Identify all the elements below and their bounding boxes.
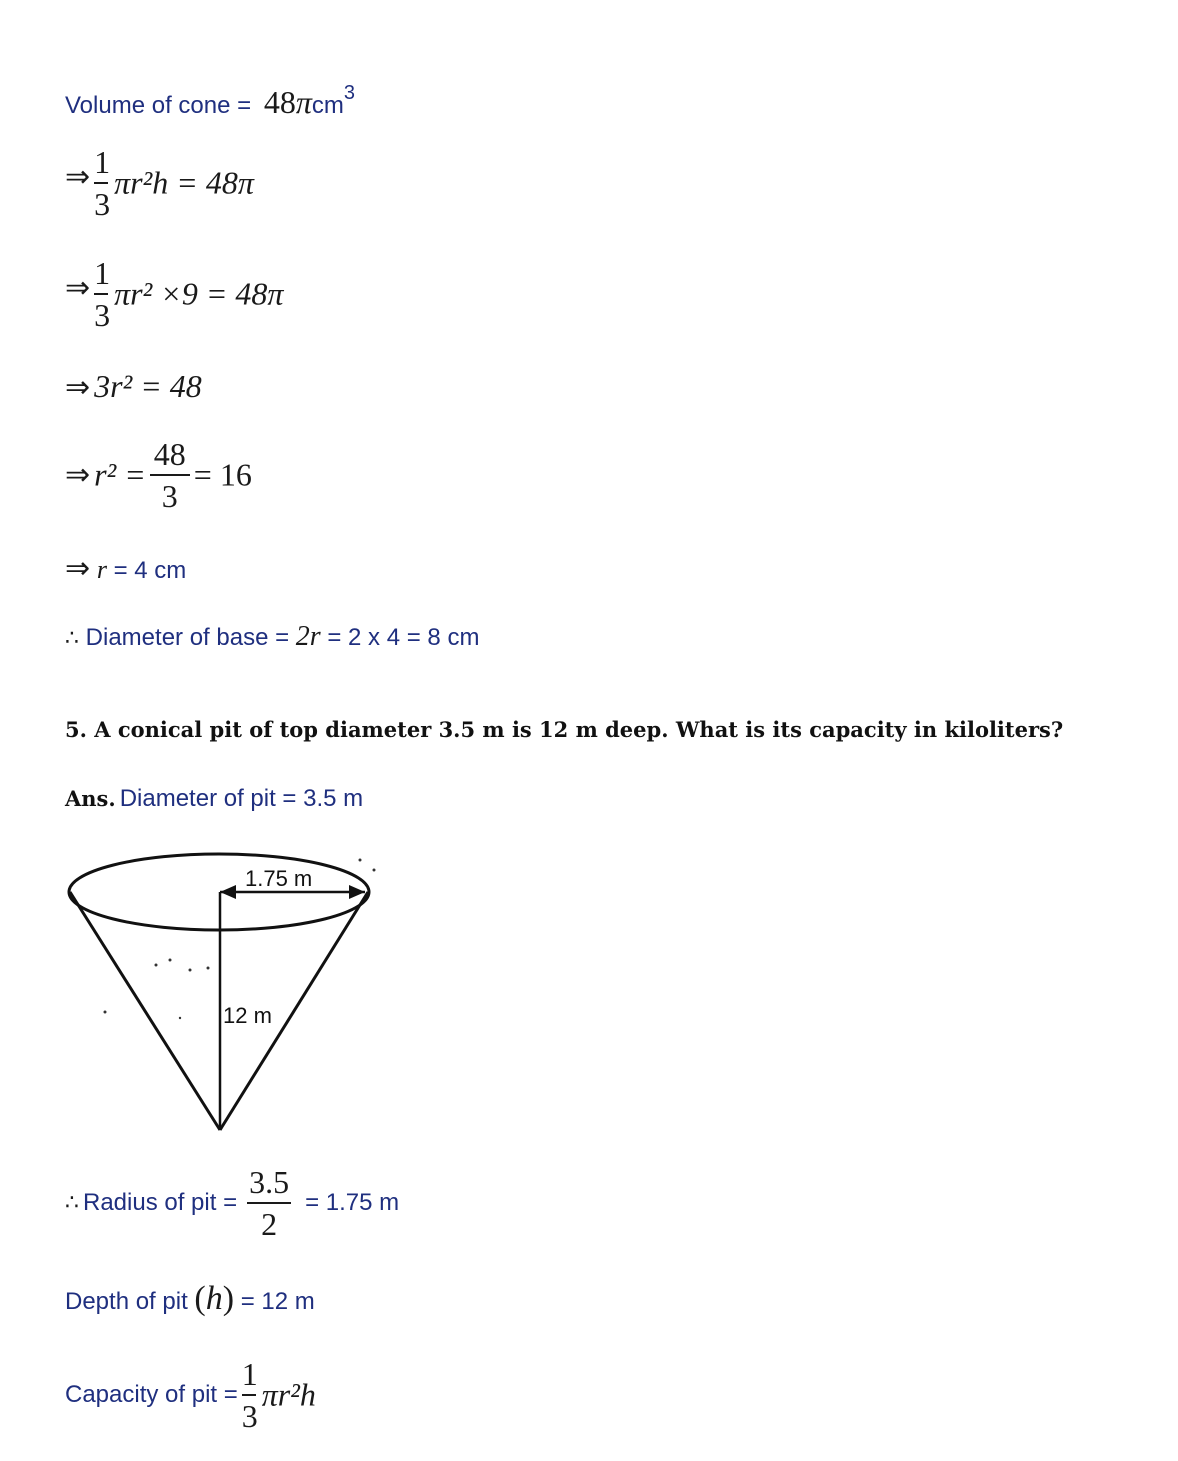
volume-line bbox=[65, 82, 355, 121]
capacity-label: Capacity of pit = bbox=[65, 1381, 238, 1408]
radius-line-eq bbox=[65, 1166, 399, 1240]
radius-label: Radius of pit = bbox=[83, 1189, 238, 1216]
step-3 bbox=[65, 368, 202, 405]
radius-arrow-left bbox=[220, 885, 236, 899]
step-4 bbox=[65, 438, 252, 512]
step-2 bbox=[65, 257, 283, 331]
implies-arrow-5: ⇒ bbox=[65, 551, 91, 586]
fraction-3.5-2: $\frac{3.5}{2}$ bbox=[249, 1164, 290, 1242]
step2-expression: πr² ×9 = 48π bbox=[114, 275, 284, 312]
step5-expression: = 4 cm bbox=[113, 557, 187, 584]
fraction-1-3: $\frac{1}{3}$ bbox=[94, 255, 111, 333]
step4-right: = 16 bbox=[193, 456, 252, 493]
fraction-1-3: $\frac{1}{3}$ bbox=[241, 1356, 258, 1434]
depth-value: = 12 m bbox=[240, 1288, 315, 1315]
depth-symbol: (h) bbox=[194, 1280, 235, 1317]
depth-line-eq bbox=[65, 1280, 315, 1318]
cone-figure bbox=[60, 840, 390, 1140]
step4-left: r² = bbox=[94, 456, 146, 493]
step-1 bbox=[65, 146, 254, 220]
volume-label: Volume of cone = bbox=[65, 92, 252, 119]
fraction-1-3: $\frac{1}{3}$ bbox=[94, 144, 111, 222]
diameter-2r: 2r bbox=[295, 621, 321, 652]
implies-arrow-1: ⇒ bbox=[65, 159, 91, 195]
ans-label: Ans. bbox=[65, 786, 116, 811]
volume-unit: cm bbox=[311, 92, 344, 119]
implies-arrow-2: ⇒ bbox=[65, 270, 91, 306]
implies-arrow-4: ⇒ bbox=[65, 457, 91, 493]
diameter-expression: = 2 x 4 = 8 cm bbox=[327, 624, 480, 651]
diameter-of-pit: Diameter of pit = 3.5 m bbox=[119, 785, 364, 812]
therefore-symbol: ∴ bbox=[65, 1190, 79, 1216]
step5-r: r bbox=[96, 555, 107, 584]
radius-label: 1.75 m bbox=[245, 866, 313, 891]
capacity-expression: πr²h bbox=[261, 1376, 316, 1413]
step1-expression: πr²h = 48π bbox=[114, 164, 254, 201]
radius-arrow-right bbox=[349, 885, 365, 899]
diameter-line bbox=[65, 621, 479, 653]
question-5: 5. A conical pit of top diameter 3.5 m is 12 m deep. What is its capacity in kiloliters? bbox=[65, 717, 1064, 742]
fraction-48-3: $\frac{48}{3}$ bbox=[150, 438, 190, 512]
depth-label: Depth of pit bbox=[65, 1288, 188, 1315]
cone-left-edge bbox=[70, 892, 220, 1130]
depth-label: 12 m bbox=[223, 1003, 272, 1028]
answer-line bbox=[65, 785, 363, 813]
volume-value: 48π bbox=[263, 84, 312, 120]
step3-expression: 3r² = 48 bbox=[94, 368, 202, 404]
volume-unit-exp: 3 bbox=[343, 82, 355, 104]
implies-arrow-3: ⇒ bbox=[65, 370, 91, 405]
step-5 bbox=[65, 551, 186, 586]
radius-result: = 1.75 m bbox=[305, 1189, 400, 1216]
therefore-symbol: ∴ bbox=[65, 626, 79, 651]
capacity-line bbox=[65, 1358, 316, 1432]
diameter-label: Diameter of base = bbox=[85, 624, 290, 651]
